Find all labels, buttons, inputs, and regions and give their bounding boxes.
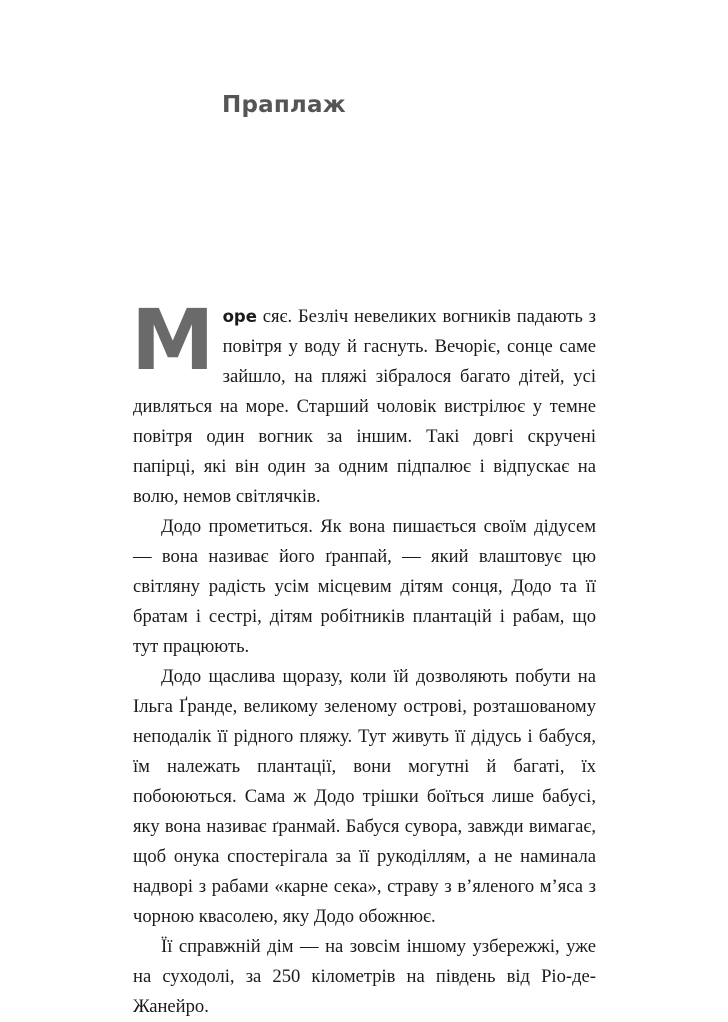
paragraph-4: Її справжній дім — на зовсім іншому узбережжі, уже на суходолі, за 250 кілометрів на південь від Ріо-де-Жанейро. xyxy=(133,936,596,1017)
paragraph-1-text: сяє. Безліч невеликих вогників падають з повітря у воду й гаснуть. Вечоріє, сонце саме зайшло, на пляжі зібралося багато дітей, усі дивляться на море. Старший чоловік вистрілює у темне повітря один вогник за іншим. Такі довгі скручені папірці, які він один за одним підпалює і відпускає на волю, немов світлячків. xyxy=(133,306,596,507)
lead-word: оре xyxy=(222,307,257,326)
drop-cap: М xyxy=(131,291,215,389)
paragraph-3: Додо щаслива щоразу, коли їй дозволяють побути на Ільга Ґранде, великому зеленому острові, розташованому неподалік її рідного пляжу. Тут живуть її дідусь і бабуся, їм належать плантації, вони могутні й багаті, їх побоюються. Сама ж Додо трішки боїться лише бабусі, яку вона називає ґранмай. Бабуся сувора, завжди вимагає, щоб онука спостерігала за її рукоділлям, а не наминала надворі з рабами «карне сека», страву з в’яленого м’яса з чорною квасолею, яку Додо обожнює. xyxy=(133,666,596,927)
chapter-title: Праплаж xyxy=(222,92,346,118)
paragraph-1 xyxy=(131,291,596,512)
chapter-body xyxy=(131,291,596,1022)
paragraph-2: Додо прометиться. Як вона пишається своїм дідусем — вона називає його ґранпай, — який влаштовує цю світляну радість усім місцевим дітям сонця, Додо та її братам і сестрі, дітям робітників плантацій і рабам, що тут працюють. xyxy=(133,516,596,657)
